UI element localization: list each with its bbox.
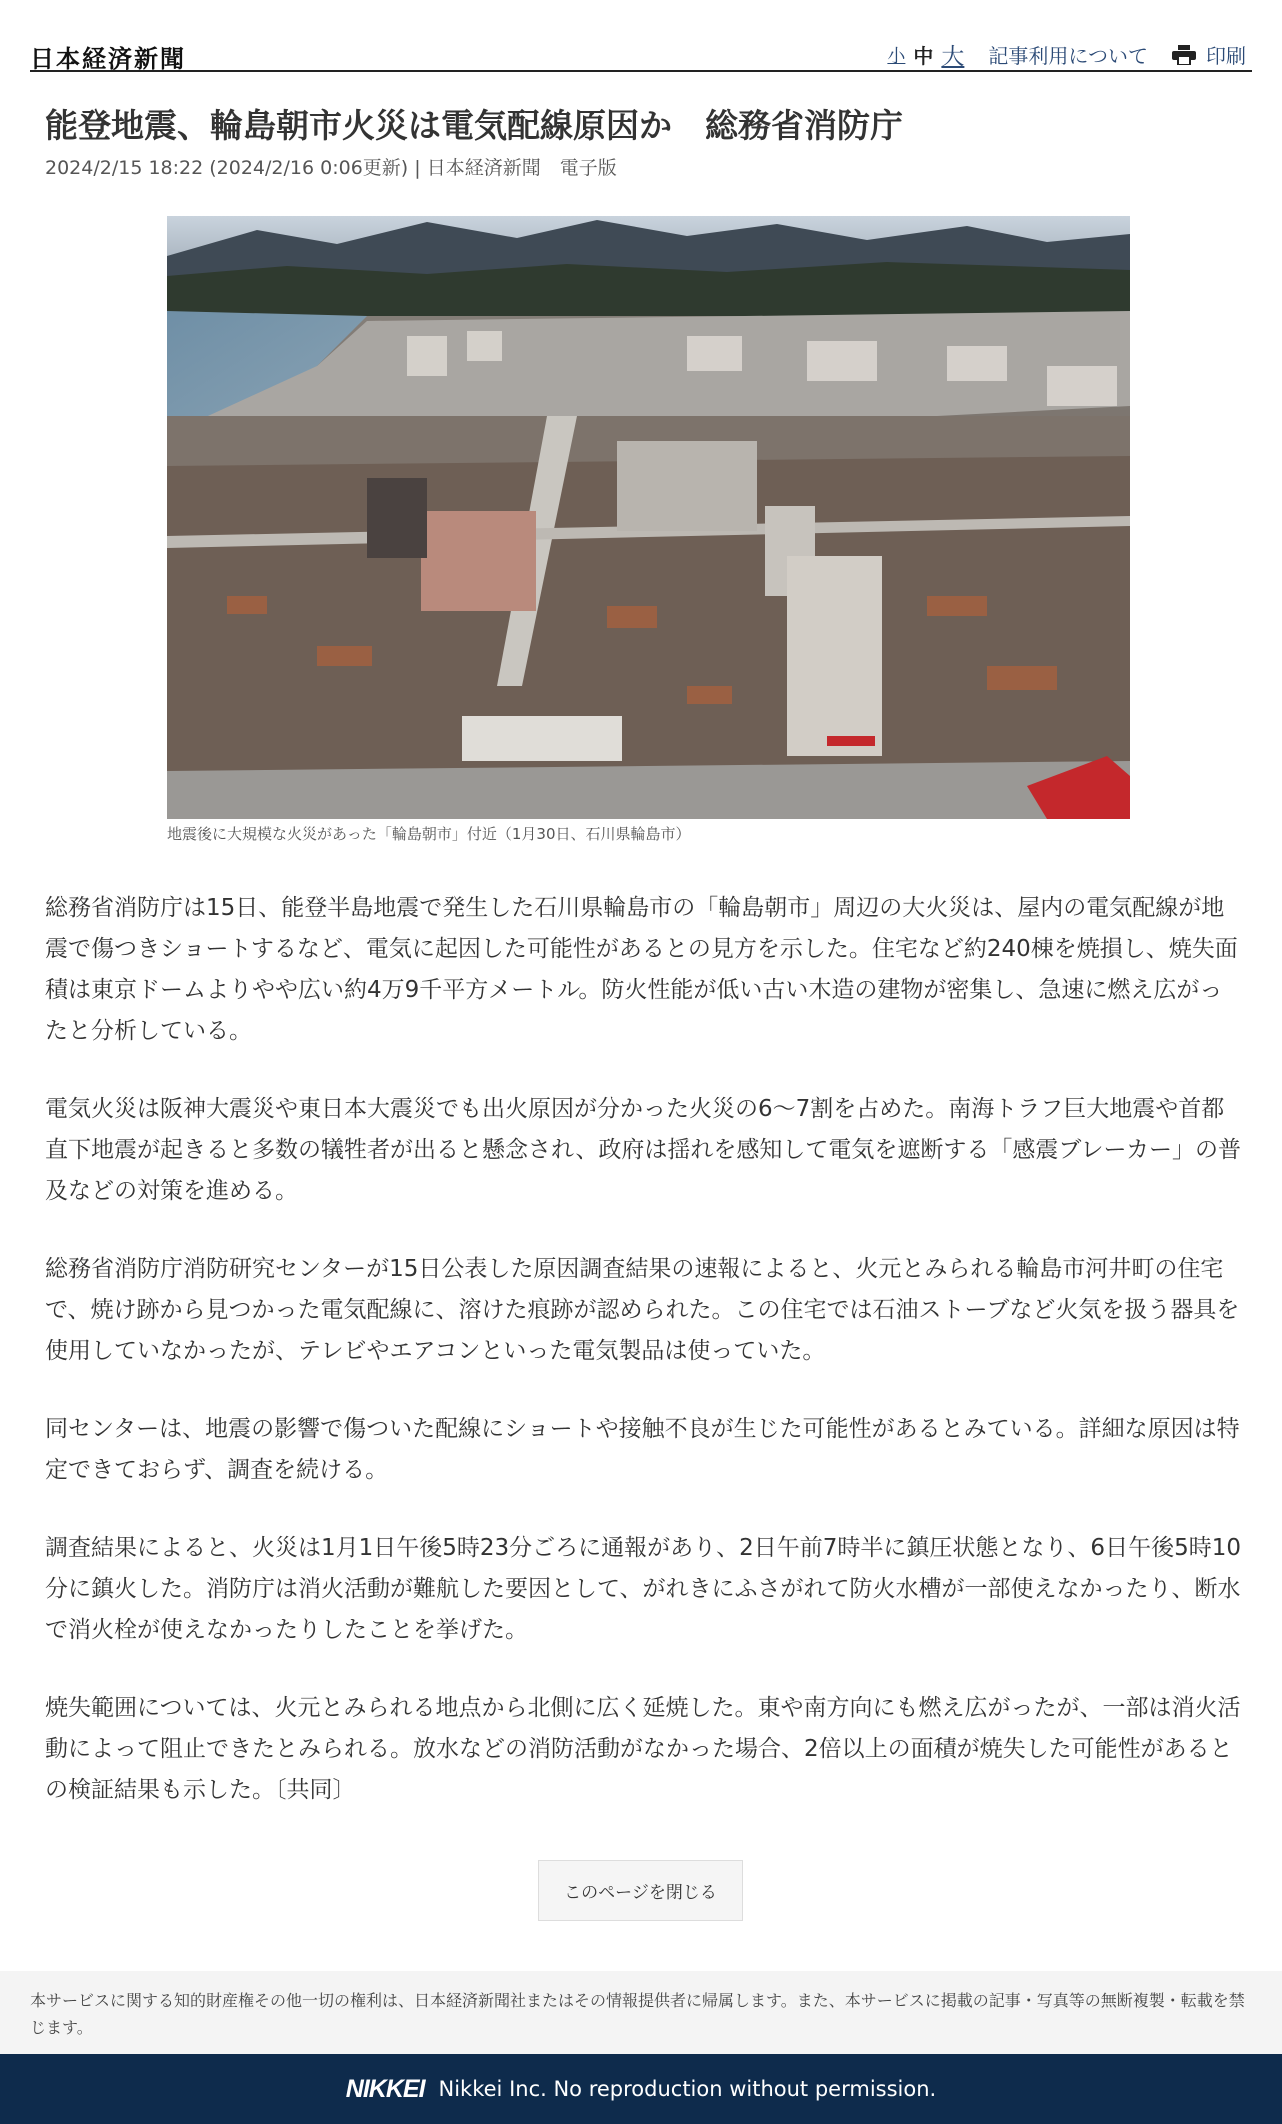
header-tools	[887, 38, 1246, 71]
font-size-small-button[interactable]: 小	[887, 45, 906, 67]
article-title: 能登地震、輪島朝市火災は電気配線原因か 総務省消防庁	[45, 106, 903, 145]
copyright-notice: 本サービスに関する知的財産権その他一切の権利は、日本経済新聞社またはその情報提供者に帰属します。また、本サービスに掲載の記事・写真等の無断複製・転載を禁じます。	[0, 1971, 1282, 2054]
close-page-button[interactable]: このページを閉じる	[538, 1860, 743, 1921]
article-paragraph: 同センターは、地震の影響で傷ついた配線にショートや接触不良が生じた可能性があるとみている。詳細な原因は特定できておらず、調査を続ける。	[45, 1416, 1240, 1483]
print-label: 印刷	[1206, 44, 1246, 68]
nikkei-footer-logo: NIKKEI	[345, 2074, 425, 2103]
nikkei-logo: 日本経済新聞	[30, 44, 186, 73]
page-footer	[0, 2054, 1282, 2124]
fire-aftermath-photo	[167, 216, 1130, 819]
photo-caption: 地震後に大規模な火災があった「輪島朝市」付近（1月30日、石川県輪島市）	[167, 825, 691, 843]
article-paragraph: 総務省消防庁消防研究センターが15日公表した原因調査結果の速報によると、火元とみられる輪島市河井町の住宅で、焼け跡から見つかった電気配線に、溶けた痕跡が認められた。この住宅では石油ストーブなど火気を扱う器具を使用していなかったが、テレビやエアコンといった電気製品は使っていた。	[45, 1256, 1240, 1364]
article-usage-link[interactable]: 記事利用について	[988, 44, 1148, 68]
print-button[interactable]	[1172, 40, 1246, 69]
article-paragraph: 調査結果によると、火災は1月1日午後5時23分ごろに通報があり、2日午前7時半に鎮圧状態となり、6日午後5時10分に鎮火した。消防庁は消火活動が難航した要因として、がれきにふさがれて防火水槽が一部使えなかったり、断水で消火栓が使えなかったりしたことを挙げた。	[45, 1535, 1241, 1643]
article-paragraph: 電気火災は阪神大震災や東日本大震災でも出火原因が分かった火災の6〜7割を占めた。南海トラフ巨大地震や首都直下地震が起きると多数の犠牲者が出ると懸念され、政府は揺れを感知して電気を遮断する「感震ブレーカー」の普及などの対策を進める。	[45, 1096, 1241, 1204]
article-paragraph: 総務省消防庁は15日、能登半島地震で発生した石川県輪島市の「輪島朝市」周辺の大火災は、屋内の電気配線が地震で傷つきショートするなど、電気に起因した可能性があるとの見方を示した。住宅など約240棟を焼損し、焼失面積は東京ドームよりやや広い約4万9千平方メートル。防火性能が低い古い木造の建物が密集し、急速に燃え広がったと分析している。	[45, 895, 1238, 1044]
article-photo	[167, 216, 1130, 819]
article-meta: 2024/2/15 18:22 (2024/2/16 0:06更新) | 日本経済新聞 電子版	[45, 157, 617, 179]
article-body	[45, 888, 1245, 1848]
page-header	[30, 34, 1252, 72]
printer-icon	[1172, 45, 1196, 65]
article-paragraph: 焼失範囲については、火元とみられる地点から北側に広く延焼した。東や南方向にも燃え広がったが、一部は消火活動によって阻止できたとみられる。放水などの消防活動がなかった場合、2倍以上の面積が焼失した可能性があるとの検証結果も示した。〔共同〕	[45, 1695, 1241, 1803]
footer-copyright-text: Nikkei Inc. No reproduction without permission.	[438, 2077, 937, 2101]
font-size-large-button[interactable]: 大	[941, 44, 965, 70]
font-size-medium-button[interactable]: 中	[913, 44, 934, 68]
